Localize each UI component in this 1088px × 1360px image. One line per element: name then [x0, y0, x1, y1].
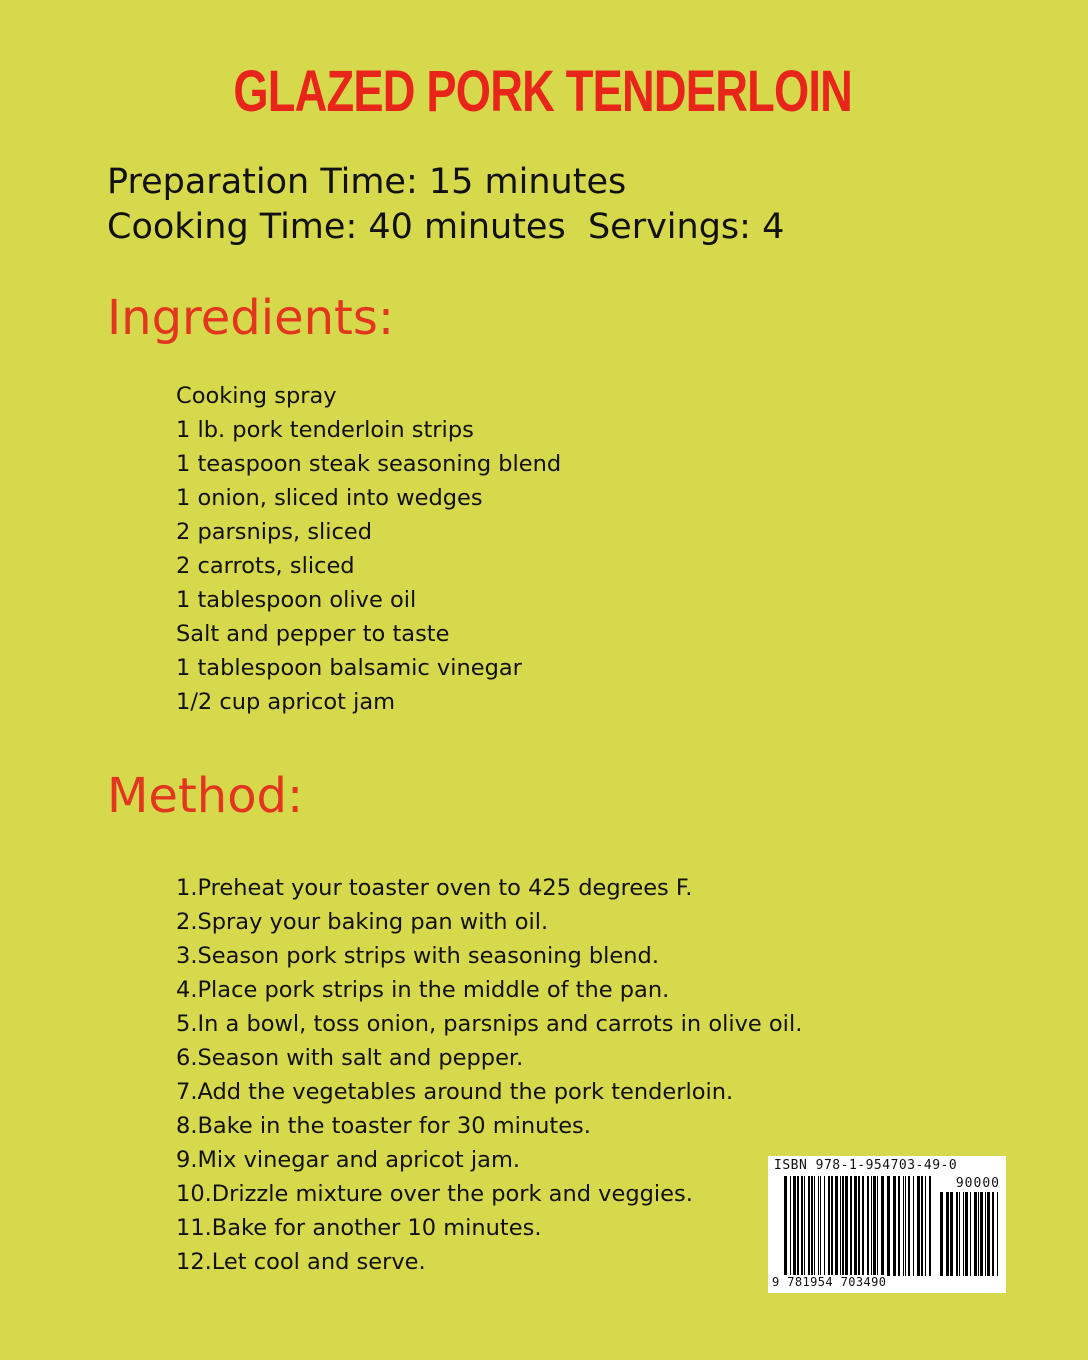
- barcode-bar: [921, 1176, 923, 1276]
- method-step: 3.Season pork strips with seasoning blend.: [176, 943, 659, 969]
- barcode-bar: [808, 1176, 810, 1276]
- barcode-bar: [811, 1176, 813, 1276]
- isbn-text: ISBN 978-1-954703-49-0: [774, 1158, 958, 1173]
- recipe-title: GLAZED PORK TENDERLOIN: [233, 59, 853, 124]
- preparation-time: Preparation Time: 15 minutes: [107, 162, 627, 202]
- barcode-bar: [898, 1176, 900, 1276]
- recipe-meta: [107, 160, 784, 250]
- barcode-bar: [940, 1192, 943, 1276]
- barcode-bar: [814, 1176, 815, 1276]
- barcode-bar: [797, 1176, 799, 1276]
- method-step: 8.Bake in the toaster for 30 minutes.: [176, 1113, 591, 1139]
- barcode-bar: [877, 1176, 878, 1276]
- barcode-bar: [908, 1176, 910, 1276]
- barcode-bar: [824, 1176, 825, 1276]
- barcode-bar: [980, 1192, 983, 1276]
- barcode-bar: [867, 1176, 869, 1276]
- barcode-bars: [784, 1176, 934, 1276]
- method-step: 6.Season with salt and pepper.: [176, 1045, 524, 1071]
- barcode-bar: [801, 1176, 803, 1276]
- barcode-digits: 9 781954 703490: [772, 1275, 887, 1289]
- barcode-bar: [959, 1192, 960, 1276]
- isbn-barcode: [768, 1156, 1006, 1293]
- barcode-bar: [970, 1192, 971, 1276]
- barcode-bar: [978, 1192, 979, 1276]
- barcode-bar: [956, 1192, 958, 1276]
- barcode-bar: [854, 1176, 857, 1276]
- barcode-addon-bars: [940, 1192, 1000, 1276]
- barcode-bar: [871, 1176, 872, 1276]
- method-list: [176, 871, 802, 1279]
- barcode-bar: [974, 1192, 977, 1276]
- ingredient-item: 1 lb. pork tenderloin strips: [176, 417, 474, 443]
- method-step: 10.Drizzle mixture over the pork and veggies.: [176, 1181, 693, 1207]
- ingredient-item: 2 parsnips, sliced: [176, 519, 373, 545]
- barcode-bar: [845, 1176, 848, 1276]
- barcode-bar: [913, 1176, 914, 1276]
- barcode-bar: [985, 1192, 986, 1276]
- method-step: 9.Mix vinegar and apricot jam.: [176, 1147, 521, 1173]
- method-step: 11.Bake for another 10 minutes.: [176, 1215, 542, 1241]
- barcode-bar: [793, 1176, 796, 1276]
- barcode-bar: [835, 1176, 838, 1276]
- barcode-bar: [987, 1192, 990, 1276]
- barcode-bar: [784, 1176, 787, 1276]
- barcode-bar: [905, 1176, 906, 1276]
- barcode-addon-digits: 90000: [955, 1176, 1000, 1191]
- ingredients-list: [176, 379, 561, 719]
- barcode-bar: [842, 1176, 844, 1276]
- barcode-bar: [965, 1192, 968, 1276]
- ingredient-item: 1/2 cup apricot jam: [176, 689, 396, 715]
- method-step: 5.In a bowl, toss onion, parsnips and carrots in olive oil.: [176, 1011, 803, 1037]
- barcode-bar: [840, 1176, 841, 1276]
- barcode-bar: [929, 1176, 931, 1276]
- ingredient-item: Salt and pepper to taste: [176, 621, 450, 647]
- barcode-bar: [820, 1176, 821, 1276]
- method-step: 12.Let cool and serve.: [176, 1249, 426, 1275]
- barcode-bar: [850, 1176, 852, 1276]
- method-step: 2.Spray your baking pan with oil.: [176, 909, 549, 935]
- barcode-bar: [887, 1176, 890, 1276]
- barcode-bar: [893, 1176, 896, 1276]
- barcode-bar: [873, 1176, 876, 1276]
- ingredients-heading: Ingredients:: [107, 290, 395, 346]
- barcode-bar: [828, 1176, 830, 1276]
- barcode-bar: [963, 1192, 964, 1276]
- ingredient-item: Cooking spray: [176, 383, 337, 409]
- ingredient-item: 1 onion, sliced into wedges: [176, 485, 483, 511]
- ingredient-item: 1 teaspoon steak seasoning blend: [176, 451, 562, 477]
- ingredient-item: 1 tablespoon olive oil: [176, 587, 417, 613]
- barcode-bar: [997, 1192, 998, 1276]
- barcode-bar: [950, 1192, 953, 1276]
- method-step: 4.Place pork strips in the middle of the pan.: [176, 977, 670, 1003]
- barcode-bar: [925, 1176, 926, 1276]
- barcode-bar: [917, 1176, 920, 1276]
- method-step: 1.Preheat your toaster oven to 425 degrees F.: [176, 875, 693, 901]
- barcode-bar: [946, 1192, 949, 1276]
- barcode-bar: [862, 1176, 864, 1276]
- barcode-bar: [804, 1176, 805, 1276]
- ingredient-item: 2 carrots, sliced: [176, 553, 355, 579]
- barcode-bar: [790, 1176, 791, 1276]
- ingredient-item: 1 tablespoon balsamic vinegar: [176, 655, 522, 681]
- barcode-bar: [858, 1176, 860, 1276]
- barcode-bar: [881, 1176, 884, 1276]
- method-step: 7.Add the vegetables around the pork tenderloin.: [176, 1079, 734, 1105]
- barcode-bar: [992, 1192, 994, 1276]
- cooking-time-servings: Cooking Time: 40 minutes Servings: 4: [107, 207, 785, 247]
- barcode-bar: [903, 1176, 904, 1276]
- barcode-bar: [831, 1176, 833, 1276]
- barcode-bar: [818, 1176, 819, 1276]
- method-heading: Method:: [107, 768, 304, 824]
